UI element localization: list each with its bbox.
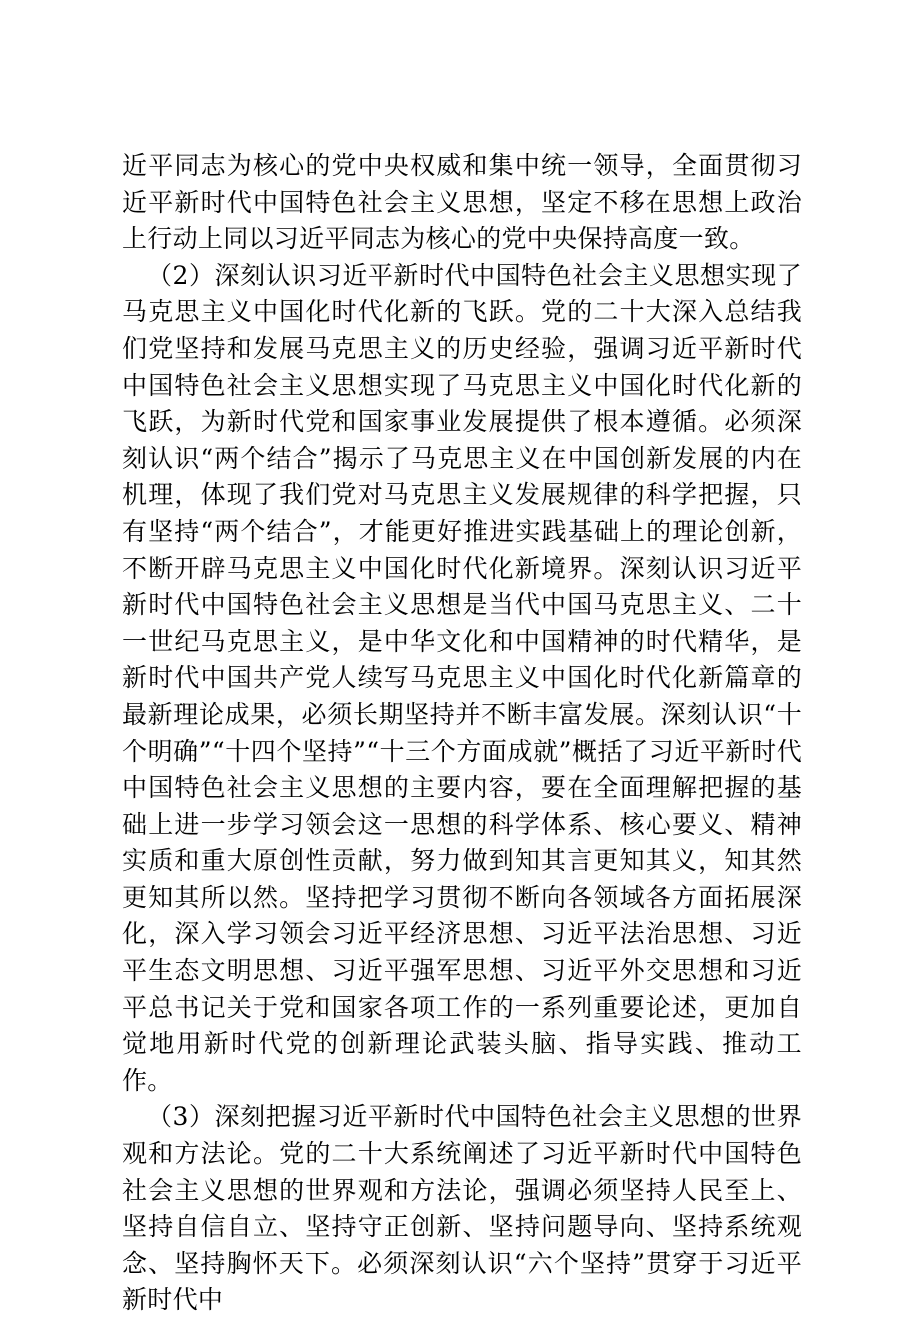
paragraph-section-3: （3）深刻把握习近平新时代中国特色社会主义思想的世界观和方法论。党的二十大系统阐述了习近平新时代中国特色社会主义思想的世界观和方法论，强调必须坚持人民至上、坚持自信自立、坚持守正创新、坚持问题导向、坚持系统观念、坚持胸怀天下。必须深刻认识“六个坚持”贯穿于习近平新时代中: [122, 1102, 802, 1315]
document-body: [122, 148, 802, 1319]
paragraph-section-2: （2）深刻认识习近平新时代中国特色社会主义思想实现了马克思主义中国化时代化新的飞跃。党的二十大深入总结我们党坚持和发展马克思主义的历史经验，强调习近平新时代中国特色社会主义思想实现了马克思主义中国化时代化新的飞跃，为新时代党和国家事业发展提供了根本遵循。必须深刻认识“两个结合”揭示了马克思主义在中国创新发展的内在机理，体现了我们党对马克思主义发展规律的科学把握，只有坚持“两个结合”，才能更好推进实践基础上的理论创新，不断开辟马克思主义中国化时代化新境界。深刻认识习近平新时代中国特色社会主义思想是当代中国马克思主义、二十一世纪马克思主义，是中华文化和中国精神的时代精华，是新时代中国共产党人续写马克思主义中国化时代化新篇章的最新理论成果，必须长期坚持并不断丰富发展。深刻认识“十个明确”“十四个坚持”“十三个方面成就”概括了习近平新时代中国特色社会主义思想的主要内容，要在全面理解把握的基础上进一步学习领会这一思想的科学体系、核心要义、精神实质和重大原创性贡献，努力做到知其言更知其义，知其然更知其所以然。坚持把学习贯彻不断向各领域各方面拓展深化，深入学习领会习近平经济思想、习近平法治思想、习近平生态文明思想、习近平强军思想、习近平外交思想和习近平总书记关于党和国家各项工作的一系列重要论述，更加自觉地用新时代党的创新理论武装头脑、指导实践、推动工作。: [122, 260, 802, 1095]
paragraph-continuation: 近平同志为核心的党中央权威和集中统一领导，全面贯彻习近平新时代中国特色社会主义思想，坚定不移在思想上政治上行动上同以习近平同志为核心的党中央保持高度一致。: [122, 151, 802, 254]
